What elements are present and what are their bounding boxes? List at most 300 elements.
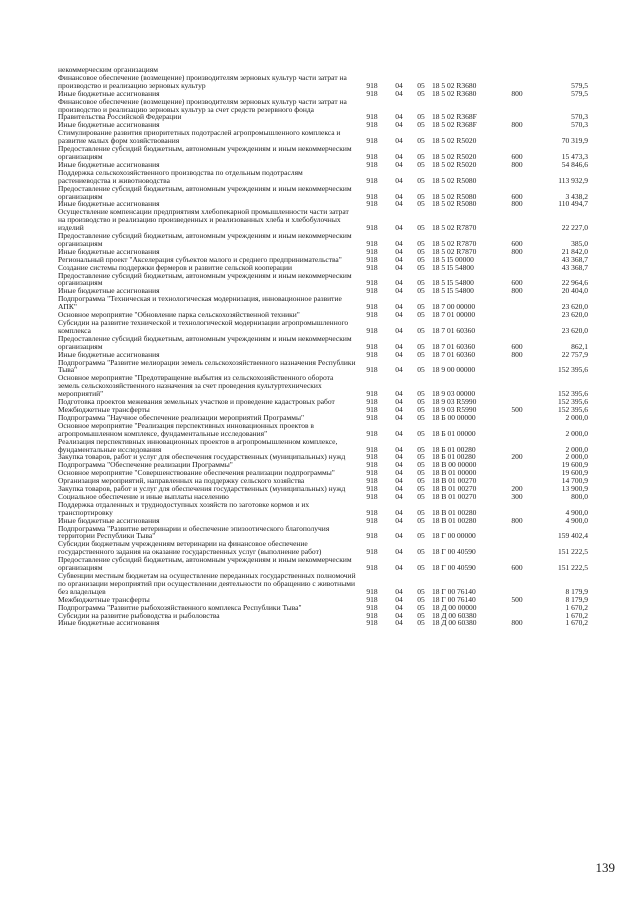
- row-sum: 151 222,5: [558, 547, 588, 557]
- row-name: Закупка товаров, работ и услуг для обеспечения государственных (муниципальных) нужд: [58, 484, 346, 494]
- row-rz-code: 04: [395, 238, 403, 248]
- row-name: Основное мероприятие "Предотвращение выбытия из сельскохозяйственного оборота земель сельскохозяйственного назначения за счет проведения культуртехнических мероприятий": [58, 373, 334, 399]
- row-cs-code: 18 5 02 R368F: [432, 120, 477, 130]
- row-rz-code: 04: [395, 507, 403, 517]
- row-gr-code: 918: [366, 151, 378, 161]
- row-gr-code: 918: [366, 341, 378, 351]
- row-gr-code: 918: [366, 476, 378, 486]
- row-gr-code: 918: [366, 325, 378, 335]
- table-row: [58, 232, 588, 248]
- row-cs-code: 18 5 I5 00000: [432, 254, 474, 264]
- row-sum: 800,0: [571, 491, 588, 501]
- row-cs-code: 18 Б 01 00000: [432, 428, 476, 438]
- row-pr-code: 05: [417, 199, 425, 209]
- row-sum: 8 179,9: [565, 586, 588, 596]
- table-row: [58, 359, 588, 375]
- row-vr-code: [502, 604, 532, 612]
- row-rz-code: 04: [395, 602, 403, 612]
- row-pr-code: 05: [417, 310, 425, 320]
- row-gr-code: 918: [366, 80, 378, 90]
- row-rz-code: 04: [395, 112, 403, 122]
- row-gr-code: 918: [366, 365, 378, 375]
- row-rz-code: 04: [395, 618, 403, 628]
- row-pr-code: 05: [417, 112, 425, 122]
- row-pr-code: 05: [417, 594, 425, 604]
- row-vr-code: 600: [511, 563, 523, 573]
- row-gr-code: 918: [366, 515, 378, 525]
- row-name: Предоставление субсидий бюджетным, автономным учреждениям и иным некоммерческим организациям: [58, 144, 352, 161]
- row-vr-code: 800: [511, 349, 523, 359]
- table-row: [58, 501, 588, 517]
- row-gr-code: 918: [366, 460, 378, 470]
- row-pr-code: 05: [417, 507, 425, 517]
- row-vr-code: 800: [511, 286, 523, 296]
- row-name: Предоставление субсидий бюджетным, автономным учреждениям и иным некоммерческим организациям: [58, 183, 352, 201]
- row-vr-code: 800: [511, 246, 523, 256]
- row-rz-code: 04: [395, 199, 403, 209]
- row-vr-code: [502, 208, 532, 232]
- row-sum: 20 404,0: [561, 286, 588, 296]
- row-gr-code: [356, 66, 388, 74]
- row-rz-code: 04: [395, 586, 403, 596]
- row-sum: 2 000,0: [565, 428, 588, 438]
- row-pr-code: 05: [417, 80, 425, 90]
- row-cs-code: 18 9 03 R5990: [432, 397, 477, 407]
- row-gr-code: 918: [366, 112, 378, 122]
- row-vr-code: 600: [511, 151, 523, 161]
- table-row: [58, 525, 588, 541]
- row-vr-code: 500: [511, 594, 523, 604]
- row-pr-code: 05: [417, 365, 425, 375]
- row-rz-code: 04: [395, 286, 403, 296]
- row-sum: 570,3: [571, 120, 588, 130]
- row-name: Подпрограмма "Научное обеспечение реализации мероприятий Программы": [58, 412, 305, 422]
- row-rz-code: 04: [395, 397, 403, 407]
- row-cs-code: 18 7 00 00000: [432, 302, 476, 312]
- row-name: Осуществление компенсации предприятиям хлебопекарной промышленности части затрат на производство и реализацию произведенных и реализованных хлеба и хлебобулочных изделий: [58, 207, 349, 233]
- row-name: Основное мероприятие "Реализация перспективных инновационных проектов в агропромышленном комплексе, фундаментальные исследования": [58, 420, 314, 438]
- row-name: Подготовка проектов межевания земельных участков и проведение кадастровых работ: [58, 397, 335, 407]
- row-sum: 3 438,2: [565, 191, 588, 201]
- row-vr-code: [502, 540, 532, 556]
- row-vr-code: [502, 525, 532, 541]
- row-rz-code: 04: [395, 594, 403, 604]
- row-name: Основное мероприятие "Совершенствование обеспечения реализации подпрограммы": [58, 468, 335, 478]
- row-rz-code: 04: [395, 404, 403, 414]
- table-row: [58, 129, 588, 145]
- row-rz-code: 04: [395, 88, 403, 98]
- row-vr-code: [502, 169, 532, 185]
- row-rz-code: 04: [395, 262, 403, 272]
- row-name: Иные бюджетные ассигнования: [58, 349, 160, 359]
- row-sum: 151 222,5: [558, 563, 588, 573]
- row-cs-code: 18 5 02 R5080: [432, 175, 477, 185]
- row-rz-code: 04: [395, 80, 403, 90]
- row-pr-code: [410, 66, 432, 74]
- row-name: Стимулирование развития приоритетных подотраслей агропромышленного комплекса и развитие малых форм хозяйствования: [58, 128, 341, 146]
- row-gr-code: 918: [366, 602, 378, 612]
- row-name: Субсидии бюджетным учреждениям ветеринарии на финансовое обеспечение государственного задания на оказание государственных услуг (выполнение работ): [58, 539, 322, 557]
- row-vr-code: [502, 572, 532, 596]
- row-pr-code: 05: [417, 238, 425, 248]
- row-pr-code: 05: [417, 491, 425, 501]
- row-name: Основное мероприятие "Обновление парка сельскохозяйственной техники": [58, 310, 300, 320]
- table-row: [58, 619, 588, 627]
- row-gr-code: 918: [366, 159, 378, 169]
- row-pr-code: 05: [417, 246, 425, 256]
- row-rz-code: 04: [395, 349, 403, 359]
- row-sum: 4 900,0: [565, 507, 588, 517]
- row-pr-code: 05: [417, 428, 425, 438]
- row-pr-code: 05: [417, 262, 425, 272]
- row-sum: 159 402,4: [558, 531, 588, 541]
- row-name: Подпрограмма "Развитие мелиорации земель сельскохозяйственного назначения Республики Тыва": [58, 357, 356, 375]
- table-row: [58, 74, 588, 90]
- row-rz-code: 04: [395, 175, 403, 185]
- row-gr-code: 918: [366, 238, 378, 248]
- row-name: Субсидии на развитие рыбоводства и рыболовства: [58, 610, 220, 620]
- row-vr-code: 800: [511, 618, 523, 628]
- page-number: 139: [595, 860, 615, 875]
- row-pr-code: 05: [417, 254, 425, 264]
- row-name: некоммерческим организациям: [58, 65, 158, 74]
- table-row: [58, 556, 588, 572]
- row-pr-code: 05: [417, 586, 425, 596]
- row-gr-code: 918: [366, 88, 378, 98]
- table-row: [58, 572, 588, 596]
- row-vr-code: [502, 438, 532, 454]
- row-vr-code: 500: [511, 404, 523, 414]
- row-pr-code: 05: [417, 349, 425, 359]
- table-row: [58, 319, 588, 335]
- row-pr-code: 05: [417, 404, 425, 414]
- row-cs-code: 18 5 02 R7870: [432, 223, 477, 233]
- row-sum: 1 670,2: [565, 618, 588, 628]
- row-name: Подпрограмма "Техническая и технологическая модернизация, инновационное развитие АПК": [58, 294, 342, 312]
- row-vr-code: 600: [511, 238, 523, 248]
- row-vr-code: [502, 461, 532, 469]
- row-cs-code: 18 Д 00 60380: [432, 610, 477, 620]
- row-sum: 570,3: [571, 112, 588, 122]
- row-rz-code: 04: [395, 325, 403, 335]
- row-name: Иные бюджетные ассигнования: [58, 515, 160, 525]
- row-vr-code: [502, 374, 532, 398]
- row-sum: 2 000,0: [565, 444, 588, 454]
- row-name: Финансовое обеспечение (возмещение) производителям зерновых культур части затрат на производство и реализацию зерновых культур: [58, 72, 347, 90]
- row-cs-code: 18 Г 00 40590: [432, 547, 476, 557]
- row-cs-code: 18 В 00 00000: [432, 460, 477, 470]
- row-name: Предоставление субсидий бюджетным, автономным учреждениям и иным некоммерческим организациям: [58, 333, 352, 351]
- row-sum: 385,0: [571, 238, 588, 248]
- row-name: Субвенции местным бюджетам на осуществление переданных государственных полномочий по организации мероприятий при осуществлении деятельности по обращению с животными без владельцев: [58, 571, 356, 596]
- row-cs-code: 18 Г 00 00000: [432, 531, 476, 541]
- row-rz-code: 04: [395, 278, 403, 288]
- row-rz-code: 04: [395, 452, 403, 462]
- row-cs-code: 18 5 I5 54800: [432, 286, 474, 296]
- row-pr-code: 05: [417, 397, 425, 407]
- budget-table: [58, 66, 588, 627]
- row-rz-code: 04: [395, 159, 403, 169]
- row-vr-code: 200: [511, 452, 523, 462]
- row-gr-code: 918: [366, 618, 378, 628]
- row-rz-code: 04: [395, 310, 403, 320]
- row-cs-code: 18 9 03 R5990: [432, 404, 477, 414]
- row-rz-code: 04: [395, 254, 403, 264]
- row-pr-code: 05: [417, 610, 425, 620]
- row-name: Иные бюджетные ассигнования: [58, 618, 160, 628]
- row-cs-code: 18 5 02 R7870: [432, 238, 477, 248]
- row-sum: 113 932,9: [558, 175, 588, 185]
- row-cs-code: 18 Д 00 60380: [432, 618, 477, 628]
- row-name: Реализация перспективных инновационных проектов в агропромышленном комплексе, фундаментальные исследования: [58, 436, 338, 454]
- row-cs-code: 18 5 02 R5020: [432, 136, 477, 146]
- row-vr-code: [502, 264, 532, 272]
- row-sum: 70 319,9: [561, 136, 588, 146]
- row-pr-code: 05: [417, 547, 425, 557]
- row-gr-code: 918: [366, 254, 378, 264]
- row-vr-code: [502, 469, 532, 477]
- row-gr-code: 918: [366, 310, 378, 320]
- row-gr-code: 918: [366, 484, 378, 494]
- row-pr-code: 05: [417, 120, 425, 130]
- row-vr-code: [502, 256, 532, 264]
- row-vr-code: 200: [511, 484, 523, 494]
- row-sum: 22 757,9: [561, 349, 588, 359]
- row-gr-code: 918: [366, 278, 378, 288]
- row-cs-code: 18 7 01 60360: [432, 341, 476, 351]
- row-name: Иные бюджетные ассигнования: [58, 88, 160, 98]
- row-pr-code: 05: [417, 515, 425, 525]
- row-sum: 2 000,0: [565, 452, 588, 462]
- row-gr-code: 918: [366, 452, 378, 462]
- row-cs-code: 18 Б 01 00280: [432, 444, 476, 454]
- row-name: Поддержка отдаленных и труднодоступных хозяйств по заготовке кормов и их транспортировку: [58, 499, 310, 517]
- row-gr-code: 918: [366, 412, 378, 422]
- row-gr-code: 918: [366, 120, 378, 130]
- row-cs-code: 18 5 02 R3680: [432, 80, 477, 90]
- row-name: Подпрограмма "Обеспечение реализации Программы": [58, 460, 233, 470]
- row-cs-code: 18 В 01 00280: [432, 515, 477, 525]
- row-gr-code: 918: [366, 136, 378, 146]
- row-pr-code: 05: [417, 484, 425, 494]
- row-gr-code: 918: [366, 175, 378, 185]
- row-sum: [532, 66, 588, 74]
- row-sum: 152 395,6: [558, 404, 588, 414]
- row-cs-code: 18 5 I5 54800: [432, 262, 474, 272]
- row-cs-code: 18 В 01 00270: [432, 491, 477, 501]
- row-vr-code: 800: [511, 159, 523, 169]
- row-sum: 110 494,7: [558, 199, 588, 209]
- row-pr-code: 05: [417, 136, 425, 146]
- row-pr-code: 05: [417, 278, 425, 288]
- row-cs-code: 18 В 01 00000: [432, 468, 477, 478]
- row-sum: 14 700,9: [561, 476, 588, 486]
- row-gr-code: 918: [366, 586, 378, 596]
- row-gr-code: 918: [366, 349, 378, 359]
- row-sum: 8 179,9: [565, 594, 588, 604]
- row-cs-code: [432, 66, 502, 74]
- row-sum: 2 000,0: [565, 412, 588, 422]
- row-sum: 1 670,2: [565, 610, 588, 620]
- row-pr-code: 05: [417, 452, 425, 462]
- row-name: Организация мероприятий, направленных на поддержку сельского хозяйства: [58, 476, 305, 486]
- row-rz-code: 04: [395, 365, 403, 375]
- row-pr-code: 05: [417, 412, 425, 422]
- row-rz-code: 04: [395, 136, 403, 146]
- row-pr-code: 05: [417, 531, 425, 541]
- row-sum: 579,5: [571, 88, 588, 98]
- row-cs-code: 18 Г 00 76140: [432, 586, 476, 596]
- row-sum: 579,5: [571, 80, 588, 90]
- row-gr-code: 918: [366, 199, 378, 209]
- row-gr-code: 918: [366, 547, 378, 557]
- row-name: Поддержка сельскохозяйственного производства по отдельным подотраслям растениеводства и животноводства: [58, 167, 303, 185]
- row-gr-code: 918: [366, 397, 378, 407]
- row-gr-code: 918: [366, 531, 378, 541]
- row-rz-code: 04: [395, 302, 403, 312]
- row-rz-code: 04: [395, 120, 403, 130]
- row-cs-code: 18 В 01 00270: [432, 484, 477, 494]
- row-name: Создание системы поддержки фермеров и развитие сельской кооперации: [58, 262, 293, 272]
- table-row: [58, 169, 588, 185]
- row-name: Социальное обеспечение и иные выплаты населению: [58, 491, 229, 501]
- row-pr-code: 05: [417, 223, 425, 233]
- row-sum: 13 900,9: [561, 484, 588, 494]
- row-gr-code: 918: [366, 286, 378, 296]
- row-vr-code: 800: [511, 515, 523, 525]
- table-row: [58, 145, 588, 161]
- row-gr-code: 918: [366, 563, 378, 573]
- row-cs-code: 18 5 02 R5080: [432, 199, 477, 209]
- row-gr-code: 918: [366, 594, 378, 604]
- row-vr-code: [502, 66, 532, 74]
- row-pr-code: 05: [417, 618, 425, 628]
- table-row: [58, 540, 588, 556]
- row-gr-code: 918: [366, 262, 378, 272]
- row-vr-code: [502, 311, 532, 319]
- row-cs-code: 18 5 02 R5080: [432, 191, 477, 201]
- row-vr-code: [502, 129, 532, 145]
- row-vr-code: 600: [511, 278, 523, 288]
- row-cs-code: 18 В 01 00270: [432, 476, 477, 486]
- row-pr-code: 05: [417, 286, 425, 296]
- row-cs-code: 18 В 01 00280: [432, 507, 477, 517]
- table-row: [58, 185, 588, 201]
- table-row: [58, 438, 588, 454]
- row-gr-code: 918: [366, 302, 378, 312]
- row-rz-code: 04: [395, 412, 403, 422]
- row-cs-code: 18 5 02 R7870: [432, 246, 477, 256]
- row-vr-code: 800: [511, 88, 523, 98]
- row-rz-code: 04: [395, 341, 403, 351]
- row-rz-code: 04: [395, 515, 403, 525]
- table-row: [58, 272, 588, 288]
- row-sum: 152 395,6: [558, 397, 588, 407]
- row-cs-code: 18 Б 00 00000: [432, 412, 476, 422]
- row-name: Подпрограмма "Развитие рыбохозяйственного комплекса Республики Тыва": [58, 602, 302, 612]
- row-name: Подпрограмма "Развитие ветеринарии и обеспечение эпизоотического благополучия территории Республики Тыва": [58, 523, 330, 541]
- row-rz-code: 04: [395, 151, 403, 161]
- row-pr-code: 05: [417, 175, 425, 185]
- row-rz-code: 04: [395, 491, 403, 501]
- row-name: Предоставление субсидий бюджетным, автономным учреждениям и иным некоммерческим организациям: [58, 555, 352, 573]
- row-pr-code: 05: [417, 444, 425, 454]
- row-gr-code: 918: [366, 610, 378, 620]
- row-gr-code: 918: [366, 444, 378, 454]
- row-name: Предоставление субсидий бюджетным, автономным учреждениям и иным некоммерческим организациям: [58, 231, 352, 248]
- row-name: Иные бюджетные ассигнования: [58, 120, 160, 130]
- row-sum: 862,1: [571, 341, 588, 351]
- row-cs-code: 18 9 00 00000: [432, 365, 476, 375]
- table-row: [58, 295, 588, 311]
- row-cs-code: 18 7 01 60360: [432, 349, 476, 359]
- table-row: [58, 98, 588, 122]
- row-name: Межбюджетные трансферты: [58, 404, 150, 414]
- row-sum: 1 670,2: [565, 602, 588, 612]
- row-rz-code: 04: [395, 389, 403, 399]
- row-cs-code: 18 5 I5 54800: [432, 278, 474, 288]
- row-gr-code: 918: [366, 468, 378, 478]
- row-pr-code: 05: [417, 159, 425, 169]
- row-sum: 19 600,9: [561, 460, 588, 470]
- table-row: [58, 422, 588, 438]
- row-gr-code: 918: [366, 404, 378, 414]
- row-name: Иные бюджетные ассигнования: [58, 246, 160, 256]
- row-sum: 4 900,0: [565, 515, 588, 525]
- row-vr-code: [502, 319, 532, 335]
- row-sum: 23 620,0: [561, 302, 588, 312]
- budget-rows: [58, 66, 588, 627]
- row-rz-code: 04: [395, 428, 403, 438]
- row-sum: 15 473,3: [561, 151, 588, 161]
- row-pr-code: 05: [417, 191, 425, 201]
- row-vr-code: 600: [511, 191, 523, 201]
- row-vr-code: 800: [511, 199, 523, 209]
- row-rz-code: 04: [395, 468, 403, 478]
- row-pr-code: 05: [417, 602, 425, 612]
- row-name: Финансовое обеспечение (возмещение) производителям зерновых культур части затрат на производство и реализацию зерновых культур за счет средств резервного фонда Правительства Российской Федерации: [58, 96, 347, 122]
- row-vr-code: [502, 74, 532, 90]
- row-rz-code: 04: [395, 223, 403, 233]
- row-name: Региональный проект "Акселерация субъектов малого и среднего предпринимательства": [58, 254, 342, 264]
- row-cs-code: 18 Б 01 00280: [432, 452, 476, 462]
- row-vr-code: [502, 414, 532, 422]
- row-sum: 152 395,6: [558, 365, 588, 375]
- table-row: [58, 208, 588, 232]
- row-pr-code: 05: [417, 341, 425, 351]
- row-rz-code: 04: [395, 531, 403, 541]
- row-sum: 54 846,6: [561, 159, 588, 169]
- row-cs-code: 18 5 02 R5020: [432, 151, 477, 161]
- row-pr-code: 05: [417, 151, 425, 161]
- row-pr-code: 05: [417, 476, 425, 486]
- row-name: Иные бюджетные ассигнования: [58, 286, 160, 296]
- row-name: Закупка товаров, работ и услуг для обеспечения государственных (муниципальных) нужд: [58, 452, 346, 462]
- row-cs-code: 18 Г 00 76140: [432, 594, 476, 604]
- table-row: [58, 374, 588, 398]
- row-pr-code: 05: [417, 325, 425, 335]
- row-rz-code: 04: [395, 476, 403, 486]
- row-pr-code: 05: [417, 302, 425, 312]
- row-name: Предоставление субсидий бюджетным, автономным учреждениям и иным некоммерческим организациям: [58, 270, 352, 288]
- row-rz-code: 04: [395, 460, 403, 470]
- row-sum: 23 620,0: [561, 325, 588, 335]
- row-cs-code: 18 5 02 R368F: [432, 112, 477, 122]
- row-sum: 43 368,7: [561, 254, 588, 264]
- row-vr-code: [502, 98, 532, 122]
- row-rz-code: 04: [395, 191, 403, 201]
- row-cs-code: 18 5 02 R3680: [432, 88, 477, 98]
